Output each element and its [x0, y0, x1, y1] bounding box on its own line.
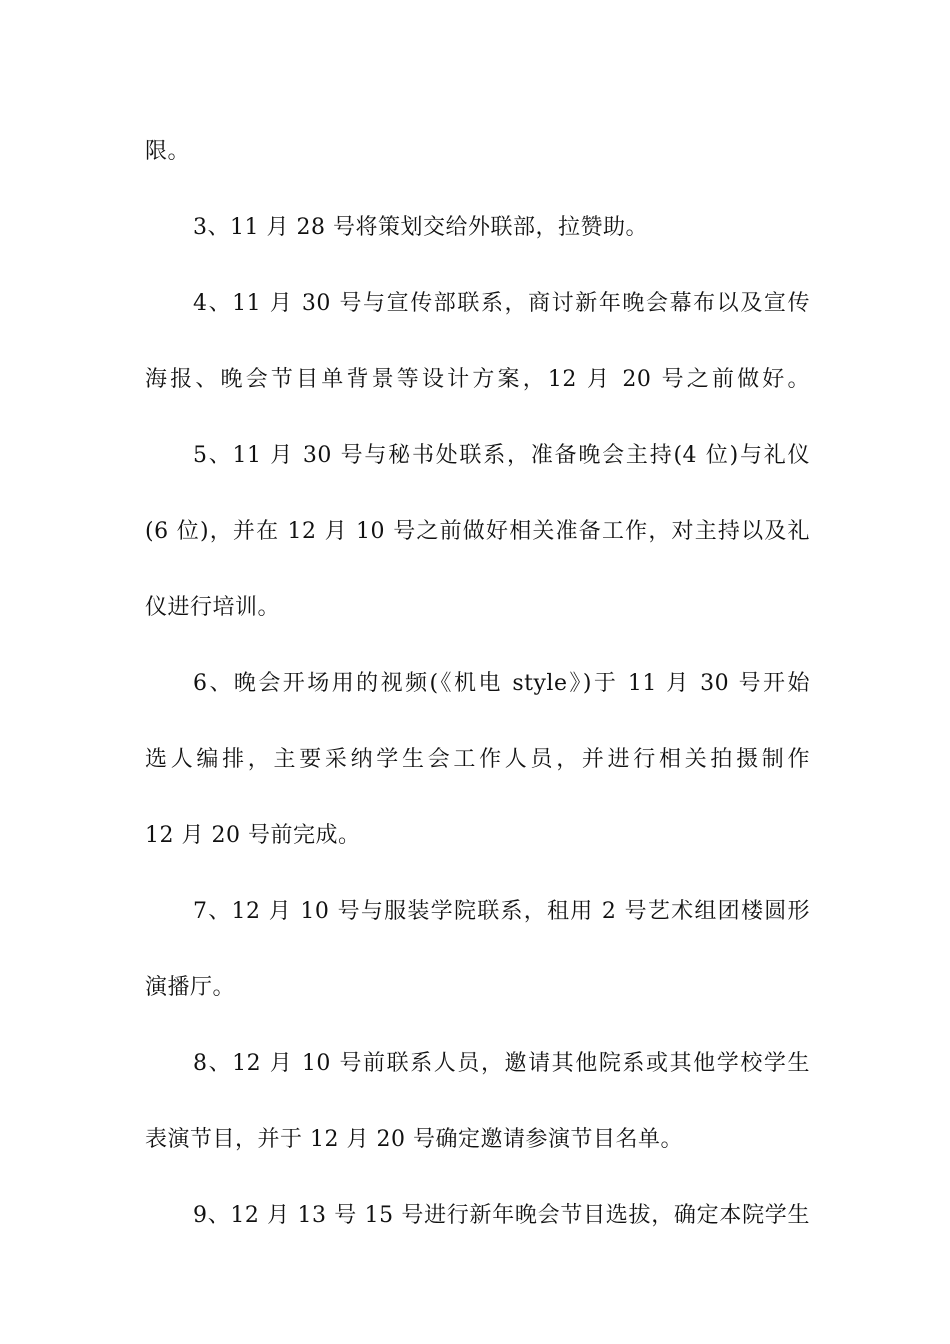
text-line-10: 12 月 20 号前完成。	[145, 823, 361, 848]
text-line-14: 表演节目，并于 12 月 20 号确定邀请参演节目名单。	[145, 1127, 683, 1152]
text-line-8: 6、晚会开场用的视频(《机电 style》)于 11 月 30 号开始	[193, 671, 810, 696]
text-line-13: 8、12 月 10 号前联系人员，邀请其他院系或其他学校学生	[193, 1051, 810, 1076]
text-line-1: 限。	[145, 139, 191, 164]
text-line-11: 7、12 月 10 号与服装学院联系，租用 2 号艺术组团楼圆形	[193, 899, 810, 924]
text-line-9: 选人编排，主要采纳学生会工作人员，并进行相关拍摄制作	[145, 747, 810, 772]
text-line-2: 3、11 月 28 号将策划交给外联部，拉赞助。	[193, 215, 648, 240]
text-line-4: 海报、晚会节目单背景等设计方案，12 月 20 号之前做好。	[145, 367, 810, 392]
text-line-5: 5、11 月 30 号与秘书处联系，准备晚会主持(4 位)与礼仪	[193, 443, 810, 468]
text-line-15: 9、12 月 13 号 15 号进行新年晚会节目选拔，确定本院学生	[193, 1203, 810, 1228]
text-line-3: 4、11 月 30 号与宣传部联系，商讨新年晚会幕布以及宣传	[193, 291, 810, 316]
text-line-6: (6 位)，并在 12 月 10 号之前做好相关准备工作，对主持以及礼	[145, 519, 810, 544]
text-line-12: 演播厅。	[145, 975, 236, 1000]
text-line-7: 仪进行培训。	[145, 595, 281, 620]
